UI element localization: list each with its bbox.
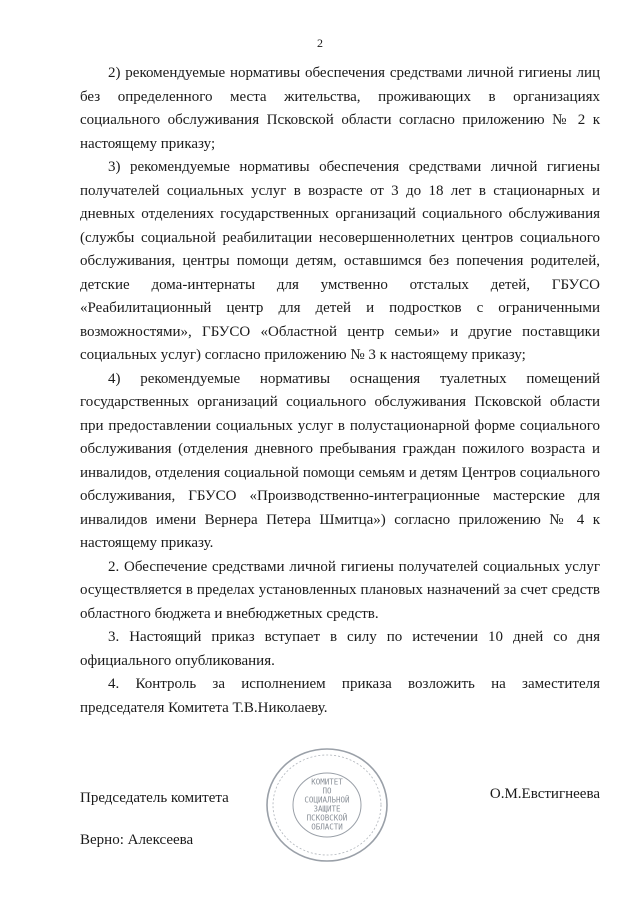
seal-line: ЗАЩИТЕ <box>313 804 341 814</box>
seal-line: ПО <box>322 786 332 796</box>
seal-line: СОЦИАЛЬНОЙ <box>304 795 350 805</box>
paragraph-clause-2: 2. Обеспечение средствами личной гигиены получателей социальных услуг осуществляется в пределах установленных плановых назначений за счет средств областного бюджета и внебюджетных средств. <box>80 558 600 622</box>
signature-title: Председатель комитета <box>80 790 229 806</box>
paragraph-clause-4: 4. Контроль за исполнением приказа возложить на заместителя председателя Комитета Т.В.Николаеву. <box>80 676 600 716</box>
seal-line: ПСКОВСКОЙ <box>306 813 348 823</box>
signature-name: О.М.Евстигнеева <box>489 786 600 802</box>
paragraph-item-4: 4) рекомендуемые нормативы оснащения туалетных помещений государственных организаций социального обслуживания Псковской области при предоставлении социальных услуг в полустационарной форме социального обслуживания (отделения дневного пребывания граждан пожилого возраста и инвалидов, отделения социальной помощи семьям и детям Центров социального обслуживания, ГБУСО «Производственно-интеграционные мастерские для инвалидов имени Вернера Петера Шмитца») согласно приложению № 4 к настоящему приказу. <box>80 370 600 551</box>
verification-note: Верно: Алексеева <box>80 832 194 848</box>
document-body <box>80 62 600 720</box>
paragraph-clause-3: 3. Настоящий приказ вступает в силу по истечении 10 дней со дня официального опубликования. <box>80 629 600 669</box>
official-seal <box>262 745 392 865</box>
paragraph-item-3: 3) рекомендуемые нормативы обеспечения средствами личной гигиены получателей социальных услуг в возрасте от 3 до 18 лет в стационарных и дневных отделениях государственных организаций социального обслуживания (службы социальной реабилитации несовершеннолетних центров социального обслуживания, центры помощи детям, оставшимся без попечения родителей, детские дома-интернаты для умственно отсталых детей, ГБУСО «Реабилитационный центр для детей и подростков с ограниченными возможностями», ГБУСО «Областной центр семьи» и другие поставщики социальных услуг) согласно приложению № 3 к настоящему приказу; <box>80 159 600 363</box>
seal-line: ОБЛАСТИ <box>311 822 343 832</box>
page-number: 2 <box>317 36 323 50</box>
seal-line: КОМИТЕТ <box>311 777 343 787</box>
paragraph-item-2: 2) рекомендуемые нормативы обеспечения средствами личной гигиены лиц без определенного места жительства, проживающих в организациях социального обслуживания Псковской области согласно приложению № 2 к настоящему приказу; <box>80 65 600 152</box>
